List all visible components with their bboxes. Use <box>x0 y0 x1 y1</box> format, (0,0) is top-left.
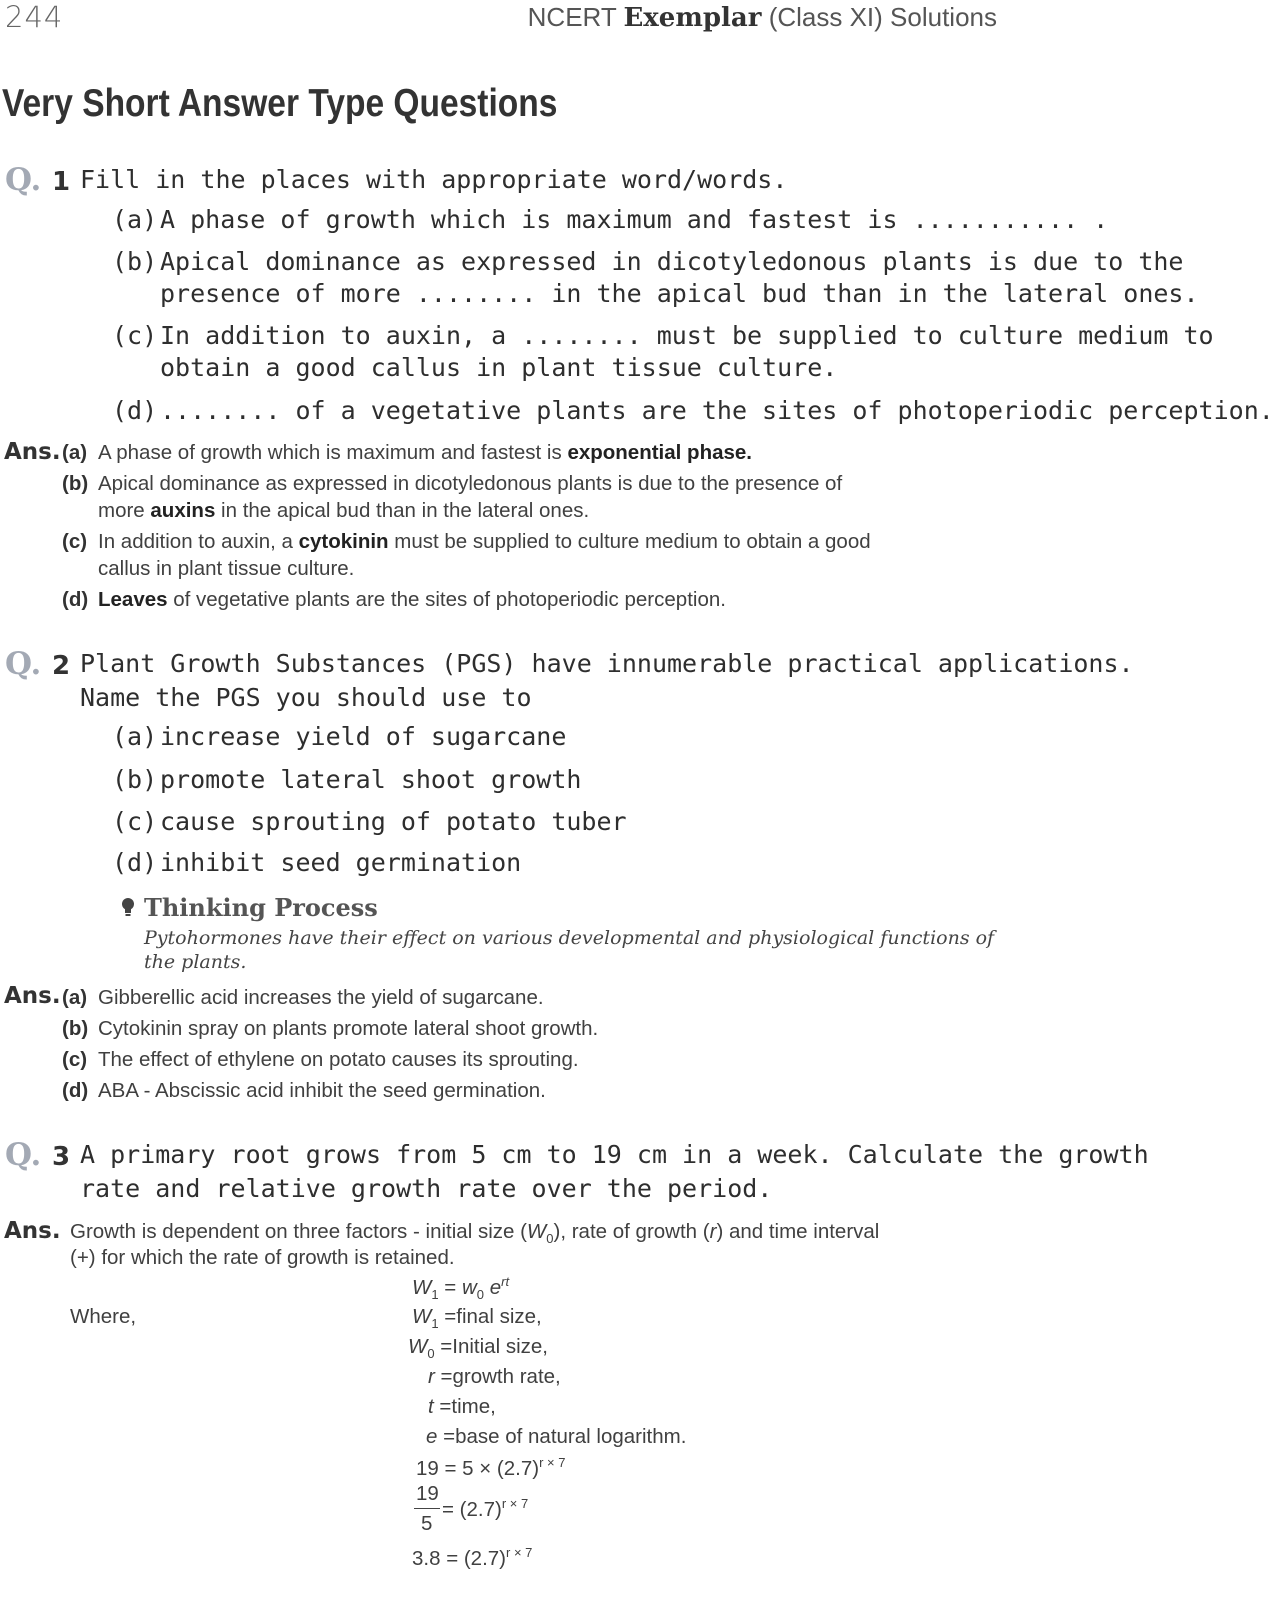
answer-item-label: (b) <box>62 472 89 495</box>
answer-text-continued <box>98 499 589 523</box>
option-text-continued: presence of more ........ in the apical bud than in the lateral ones. <box>160 279 1199 308</box>
answer-text: ABA - Abscissic acid inhibit the seed germination. <box>98 1079 546 1102</box>
question-text-continued: Name the PGS you should use to <box>80 683 532 712</box>
answer-text: Apical dominance as expressed in dicotyledonous plants is due to the presence of <box>98 472 843 495</box>
option-text-continued: obtain a good callus in plant tissue culture. <box>160 353 838 382</box>
definition-time: t =time, <box>428 1395 496 1418</box>
page-number: 244 <box>5 0 64 34</box>
answer-item-label: (d) <box>62 1079 89 1102</box>
running-header <box>528 2 997 33</box>
option-text: cause sprouting of potato tuber <box>160 807 627 836</box>
growth-formula: $W_1 = w_0$ $e^{rt}$ <box>412 1274 510 1302</box>
answer-text-continued: callus in plant tissue culture. <box>98 557 355 580</box>
answer-item-label: (d) <box>62 588 89 611</box>
answer-text-plain: ), rate of growth ( <box>553 1220 710 1243</box>
option-label: (c) <box>112 807 158 836</box>
thinking-process-text-continued: the plants. <box>144 951 247 973</box>
answer-keyword: cytokinin <box>298 530 389 553</box>
answer-text: Growth is dependent on three factors - initial size $(W_0)$, rate of growth (r) and time interval <box>70 1220 880 1247</box>
option-label: (a) <box>112 722 158 751</box>
option-text: Apical dominance as expressed in dicotyledonous plants is due to the <box>160 247 1184 276</box>
answer-text: Gibberellic acid increases the yield of sugarcane. <box>98 986 544 1009</box>
answer-text-plain: ) and time interval <box>716 1220 880 1243</box>
equation-1: $19 = 5 \times (2.7)^{r \times 7}$ <box>416 1455 566 1480</box>
question-marker: Q. <box>5 646 42 682</box>
book-bold: Exemplar <box>623 3 762 33</box>
option-label: (b) <box>112 247 158 276</box>
question-marker: Q. <box>5 1137 42 1173</box>
question-text: A primary root grows from 5 cm to 19 cm in a week. Calculate the growth <box>80 1140 1149 1169</box>
answer-text <box>98 588 726 612</box>
answer-text-plain: more <box>98 499 151 522</box>
answer-text <box>98 441 752 465</box>
answer-text-plain: A phase of growth which is maximum and fastest is <box>98 441 568 464</box>
answer-text <box>98 530 871 554</box>
question-text: Fill in the places with appropriate word/words. <box>80 165 788 194</box>
thinking-process-text: Pytohormones have their effect on various developmental and physiological functions of <box>144 927 995 949</box>
option-text: A phase of growth which is maximum and fastest is ........... . <box>160 205 1109 234</box>
answer-keyword: exponential phase. <box>567 441 752 464</box>
answer-text-plain: of vegetative plants are the sites of photoperiodic perception. <box>167 588 726 611</box>
fraction-bar <box>414 1508 440 1509</box>
answer-text-plain: must be supplied to culture medium to obtain a good <box>388 530 871 553</box>
answer-item-label: (c) <box>62 530 88 553</box>
fraction-denominator: 5 <box>421 1512 433 1535</box>
equation-2: = $(2.7)^{r \times 7}$ <box>442 1496 529 1521</box>
equation-3: $3.8 = (2.7)^{r \times 7}$ <box>412 1545 533 1570</box>
option-text: increase yield of sugarcane <box>160 722 567 751</box>
where-label: Where, <box>70 1305 137 1328</box>
answer-text: The effect of ethylene on potato causes its sprouting. <box>98 1048 579 1071</box>
option-label: (d) <box>112 848 158 877</box>
option-label: (a) <box>112 205 158 234</box>
definition-growth-rate: r =growth rate, <box>428 1365 561 1388</box>
question-number: 3 <box>52 1142 71 1172</box>
answer-text-plain: Growth is dependent on three factors - initial size ( <box>70 1220 527 1243</box>
option-text: inhibit seed germination <box>160 848 522 877</box>
question-number: 1 <box>52 167 71 197</box>
section-title: Very Short Answer Type Questions <box>2 82 558 125</box>
question-text: Plant Growth Substances (PGS) have innumerable practical applications. <box>80 649 1134 678</box>
thinking-process-title: Thinking Process <box>144 893 378 922</box>
answer-keyword: auxins <box>150 499 216 522</box>
option-text: In addition to auxin, a ........ must be supplied to culture medium to <box>160 321 1214 350</box>
fraction-numerator: 19 <box>416 1482 439 1505</box>
option-label: (d) <box>112 396 158 425</box>
answer-item-label: (a) <box>62 441 88 464</box>
book-prefix: NCERT <box>527 2 624 32</box>
lightbulb-icon <box>120 897 136 919</box>
option-label: (b) <box>112 765 158 794</box>
definition-base: e =base of natural logarithm. <box>426 1425 687 1448</box>
answer-text-plain: in the apical bud than in the lateral ones. <box>215 499 590 522</box>
option-text: promote lateral shoot growth <box>160 765 582 794</box>
answer-label: Ans. <box>4 983 61 1009</box>
answer-label: Ans. <box>4 439 61 465</box>
question-marker: Q. <box>5 162 42 198</box>
definition-initial-size: $W_0$ =Initial size, <box>408 1335 548 1362</box>
answer-text-continued: (+) for which the rate of growth is retained. <box>70 1246 455 1269</box>
answer-text-plain: In addition to auxin, a <box>98 530 299 553</box>
answer-keyword: Leaves <box>98 588 168 611</box>
answer-text: Cytokinin spray on plants promote lateral shoot growth. <box>98 1017 599 1040</box>
answer-label: Ans. <box>4 1218 61 1244</box>
definition-final-size: $W_1$ =final size, <box>412 1305 542 1332</box>
answer-item-label: (b) <box>62 1017 89 1040</box>
answer-item-label: (a) <box>62 986 88 1009</box>
question-text-continued: rate and relative growth rate over the period. <box>80 1174 773 1203</box>
option-label: (c) <box>112 321 158 350</box>
option-text: ........ of a vegetative plants are the sites of photoperiodic perception. <box>160 396 1274 425</box>
question-number: 2 <box>52 651 71 681</box>
answer-item-label: (c) <box>62 1048 88 1071</box>
book-suffix: (Class XI) Solutions <box>761 2 997 32</box>
